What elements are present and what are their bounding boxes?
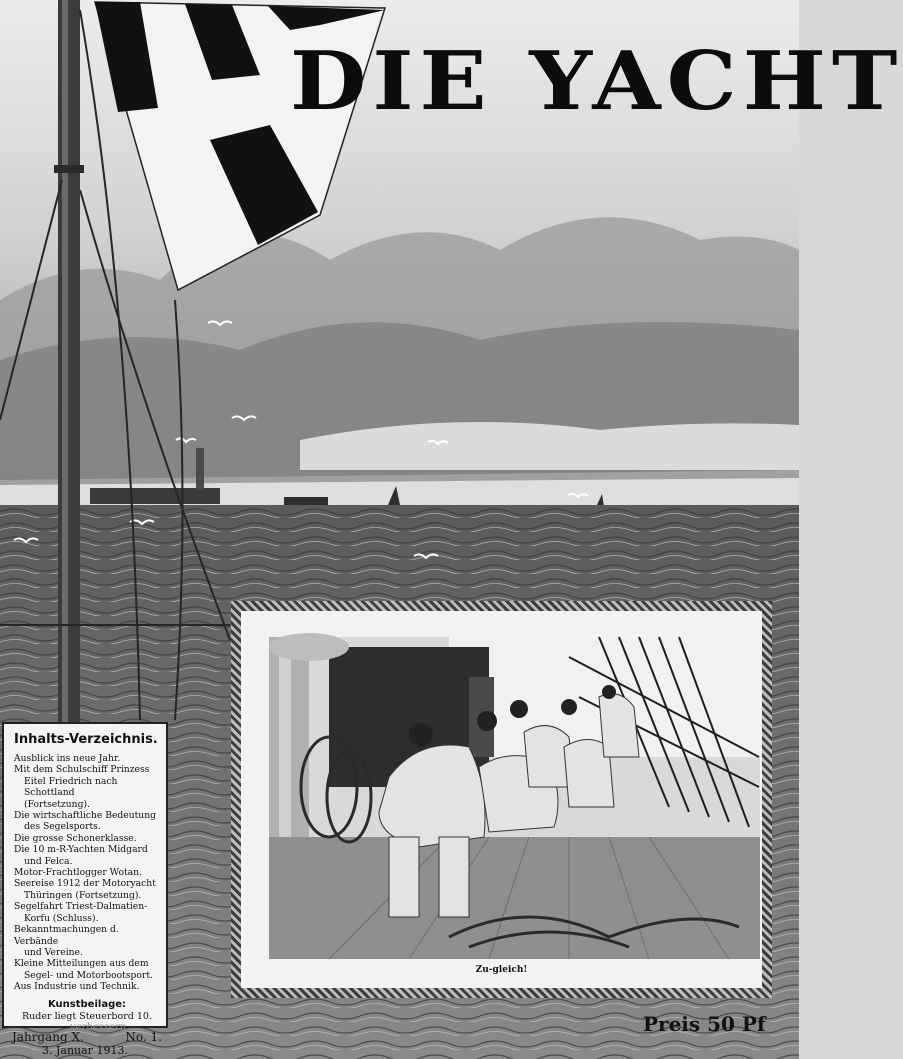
contents-box	[2, 722, 168, 1028]
list-item: Die wirtschaftliche Bedeutung des Segelsports.	[14, 810, 157, 833]
contents-list	[14, 753, 160, 993]
list-item: Die 10 m-R-Yachten Midgard und Felca.	[14, 844, 148, 867]
list-item: Die grosse Schonerklasse.	[14, 832, 137, 844]
art-supplement-label: Kunstbeilage:	[47, 998, 127, 1010]
contents-heading: Inhalts-Verzeichnis.	[14, 732, 158, 747]
list-item: Kleine Mitteilungen aus dem Segel- und Motorbootsport.	[14, 958, 153, 981]
list-item: Segelfahrt Triest-Dalmatien- Korfu (Schluss).	[14, 901, 148, 924]
list-item: Ausblick ins neue Jahr.	[14, 753, 121, 764]
art-supplement-title: Ruder liegt Steuerbord 10.	[22, 1010, 152, 1022]
volume-label: Jahrgang X.	[12, 1030, 84, 1044]
issue-number: No. 1.	[125, 1030, 162, 1044]
issue-info	[12, 1030, 162, 1057]
list-item: Seereise 1912 der Motoryacht Thüringen (Fortsetzung).	[14, 878, 156, 901]
masthead-title: DIE YACHT	[290, 32, 903, 129]
pencil-note: verbessern	[70, 1022, 127, 1033]
photo-caption: Zu-gleich!	[475, 965, 528, 975]
issue-date: 3. Januar 1913.	[42, 1044, 128, 1057]
list-item: Aus Industrie und Technik.	[14, 981, 140, 993]
deck-photo	[269, 637, 760, 959]
photo-frame	[231, 601, 772, 998]
price-label: Preis 50 Pf	[643, 1012, 766, 1036]
list-item: Bekanntmachungen d. Verbände und Vereine.	[14, 924, 119, 958]
list-item: Motor-Frachtlogger Wotan.	[14, 867, 142, 879]
list-item: Mit dem Schulschiff Prinzess Eitel Friedrich nach Schottland (Fortsetzung).	[14, 764, 150, 810]
